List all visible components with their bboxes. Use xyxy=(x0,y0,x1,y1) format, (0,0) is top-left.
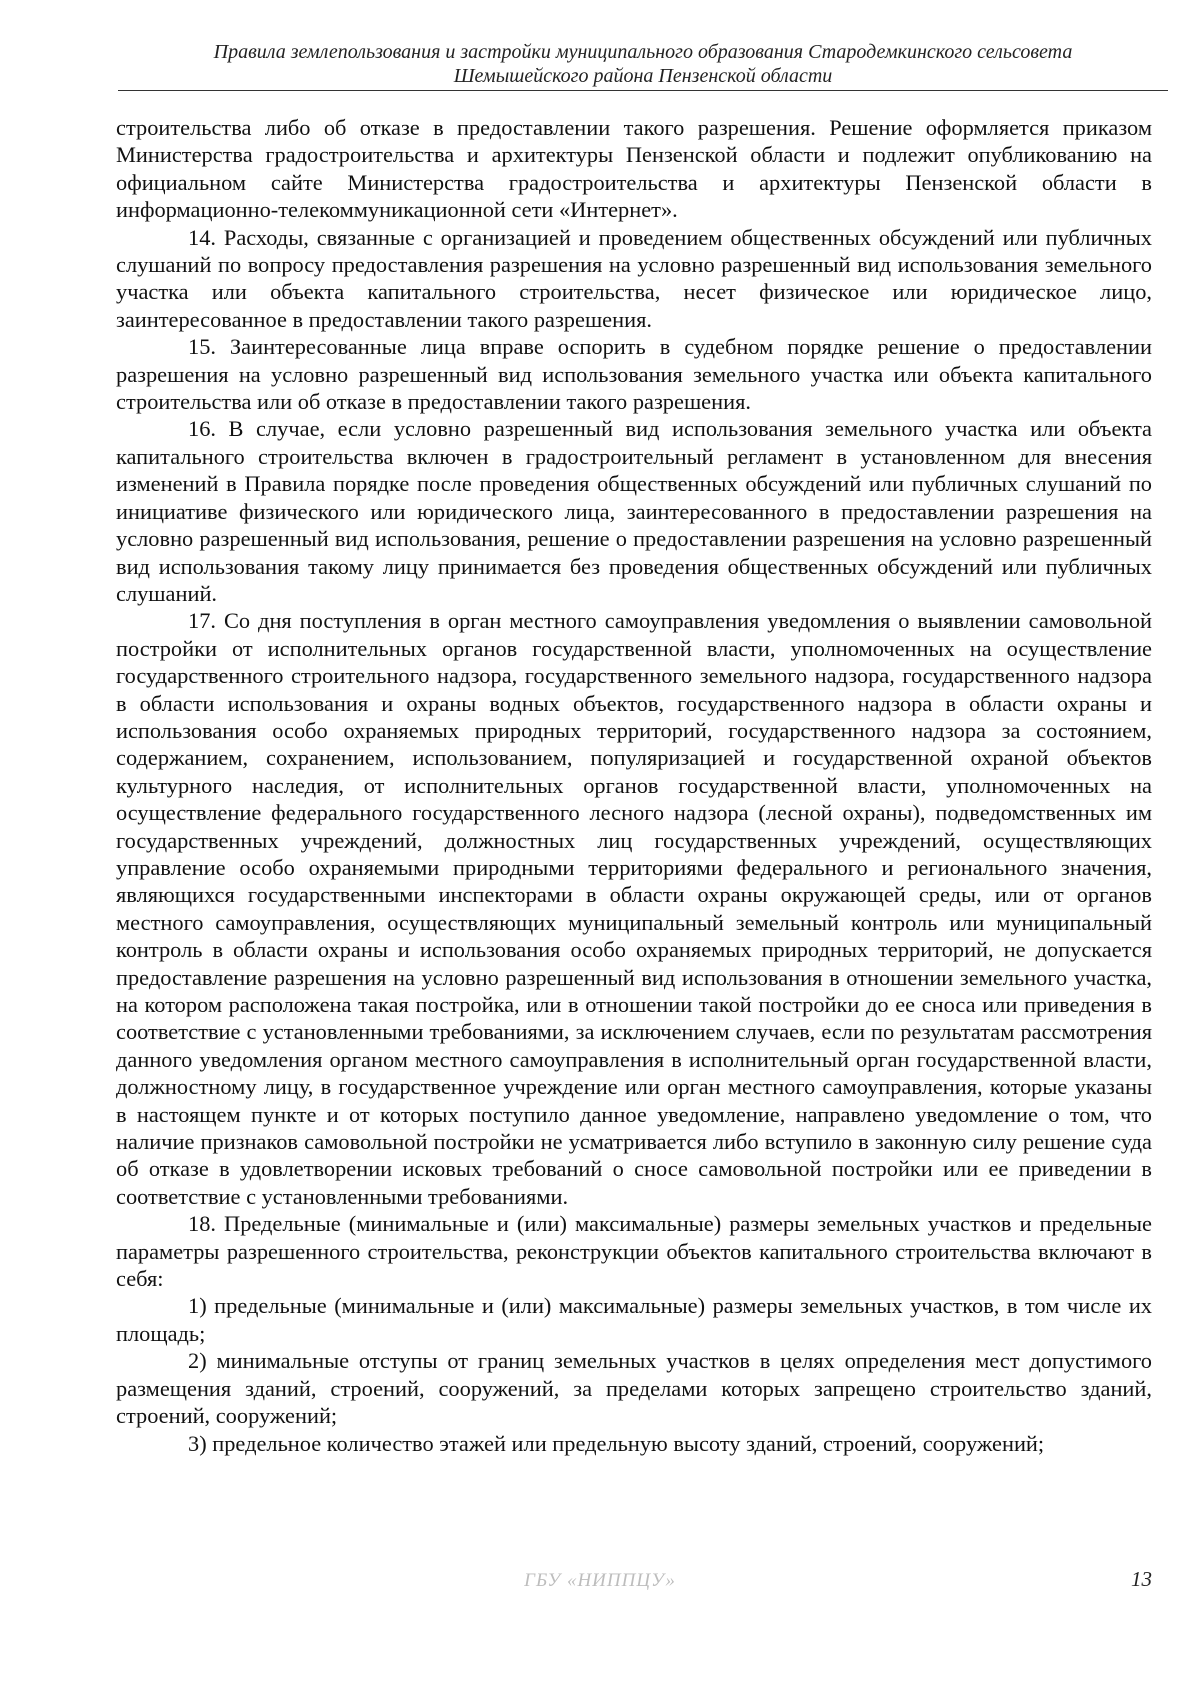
list-item-3: 3) предельное количество этажей или предельную высоту зданий, строений, сооружений; xyxy=(188,1430,1045,1456)
paragraph-item-17: 17. Со дня поступления в орган местного самоуправления уведомления о выявлении самовольной постройки от исполнительных органов государственной власти, уполномоченных на осуществление государственного строительного надзора, государственного земельного надзора, государственного надзора в области использования и охраны водных объектов, государственного надзора в области охраны и использования особо охраняемых природных территорий, государственного надзора за состоянием, содержанием, сохранением, использованием, популяризацией и государственной охраной объектов культурного наследия, от исполнительных органов государственной власти, уполномоченных на осуществление федерального государственного лесного надзора (лесной охраны), подведомственных им государственных учреждений, должностных лиц государственных учреждений, осуществляющих управление особо охраняемыми природными территориями федерального и регионального значения, являющихся государственными инспекторами в области охраны окружающей среды, или от органов местного самоуправления, осуществляющих муниципальный земельный контроль или муниципальный контроль в области охраны и использования особо охраняемых природных территорий, не допускается предоставление разрешения на условно разрешенный вид использования в отношении земельного участка, на котором расположена такая постройка, или в отношении такой постройки до ее сноса или приведения в соответствие с установленными требованиями, за исключением случаев, если по результатам рассмотрения данного уведомления органом местного самоуправления в исполнительный орган государственной власти, должностному лицу, в государственное учреждение или орган местного самоуправления, которые указаны в настоящем пункте и от которых поступило данное уведомление, направлено уведомление о том, что наличие признаков самовольной постройки не усматривается либо вступило в законную силу решение суда об отказе в удовлетворении исковых требований о сносе самовольной постройки или ее приведении в соответствие с установленными требованиями. xyxy=(116,608,1152,1209)
header-divider xyxy=(118,90,1168,91)
paragraph-item-15: 15. Заинтересованные лица вправе оспорить в судебном порядке решение о предоставлении разрешения на условно разрешенный вид использования земельного участка или объекта капитального строительства или об отказе в предоставлении такого разрешения. xyxy=(116,334,1152,415)
paragraph-continuation: строительства либо об отказе в предоставлении такого разрешения. Решение оформляется приказом Министерства градостроительства и архитектуры Пензенской области и подлежит опубликованию на официальном сайте Министерства градостроительства и архитектуры Пензенской области в информационно-телекоммуникационной сети «Интернет». xyxy=(116,115,1152,223)
paragraph-item-16: 16. В случае, если условно разрешенный вид использования земельного участка или объекта капитального строительства включен в градостроительный регламент в установленном для внесения изменений в Правила порядке после проведения общественных обсуждений или публичных слушаний по инициативе физического или юридического лица, заинтересованного в предоставлении разрешения на условно разрешенный вид использования, решение о предоставлении разрешения на условно разрешенный вид использования такому лицу принимается без проведения общественных обсуждений или публичных слушаний. xyxy=(116,416,1152,606)
footer-organization: ГБУ «НИППЦУ» xyxy=(524,1570,676,1591)
header-line-2: Шемышейского района Пензенской области xyxy=(453,65,833,87)
paragraph-item-18: 18. Предельные (минимальные и (или) максимальные) размеры земельных участков и предельные параметры разрешенного строительства, реконструкции объектов капитального строительства включают в себя: xyxy=(116,1211,1152,1292)
document-body xyxy=(116,114,1152,1457)
header-line-1: Правила землепользования и застройки муниципального образования Стародемкинского сельсовета xyxy=(213,41,1073,63)
running-header xyxy=(118,40,1168,88)
list-item-1: 1) предельные (минимальные и (или) максимальные) размеры земельных участков, в том числе их площадь; xyxy=(116,1293,1152,1346)
page-number: 13 xyxy=(1131,1567,1152,1591)
list-item-2: 2) минимальные отступы от границ земельных участков в целях определения мест допустимого размещения зданий, строений, сооружений, за пределами которых запрещено строительство зданий, строений, сооружений; xyxy=(116,1348,1152,1429)
paragraph-item-14: 14. Расходы, связанные с организацией и проведением общественных обсуждений или публичных слушаний по вопросу предоставления разрешения на условно разрешенный вид использования земельного участка или объекта капитального строительства, несет физическое или юридическое лицо, заинтересованное в предоставлении такого разрешения. xyxy=(116,224,1152,332)
